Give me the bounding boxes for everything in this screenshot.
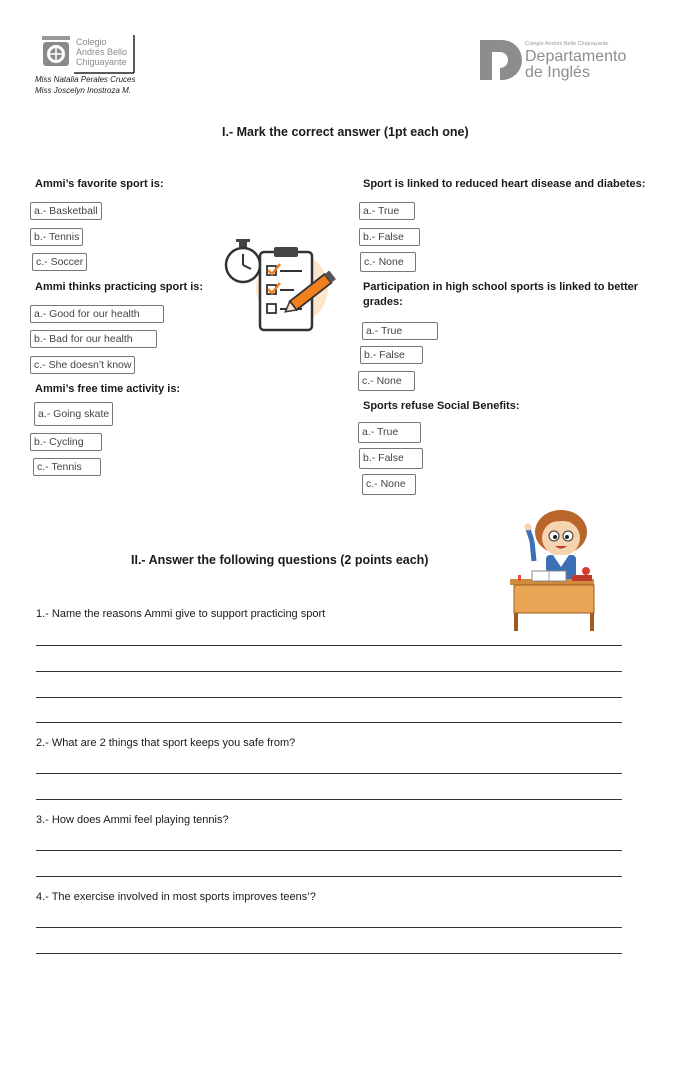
question-2: 2.- What are 2 things that sport keeps you safe from? xyxy=(36,737,296,749)
option-none-3[interactable]: c.- None xyxy=(362,474,416,495)
question-heart-disease: Sport is linked to reduced heart disease and diabetes: xyxy=(363,178,646,190)
question-high-school-grades: Participation in high school sports is linked to better grades: xyxy=(363,281,639,308)
answer-line[interactable] xyxy=(36,722,622,723)
question-social-benefits: Sports refuse Social Benefits: xyxy=(363,400,520,412)
section-1-title: I.- Mark the correct answer (1pt each one) xyxy=(222,125,469,139)
option-tennis-activity[interactable]: c.- Tennis xyxy=(33,458,101,476)
answer-line[interactable] xyxy=(36,671,622,672)
option-false-2[interactable]: b.- False xyxy=(360,346,423,364)
section-2-title: II.- Answer the following questions (2 points each) xyxy=(131,553,429,567)
option-tennis[interactable]: b.- Tennis xyxy=(30,228,83,246)
option-none-2[interactable]: c.- None xyxy=(358,371,415,391)
option-soccer[interactable]: c.- Soccer xyxy=(32,253,87,271)
answer-line[interactable] xyxy=(36,953,622,954)
student-desk-illustration xyxy=(510,505,602,635)
question-3: 3.- How does Ammi feel playing tennis? xyxy=(36,814,229,826)
question-4: 4.- The exercise involved in most sports improves teens’? xyxy=(36,891,316,903)
answer-line[interactable] xyxy=(36,850,622,851)
answer-line[interactable] xyxy=(36,645,622,646)
answer-line[interactable] xyxy=(36,799,622,800)
question-practicing-sport: Ammi thinks practicing sport is: xyxy=(35,281,204,293)
teacher-name: Miss Natalia Perales Cruces xyxy=(35,75,136,84)
school-name: Colegio Andrés Bello Chiguayante xyxy=(76,37,128,67)
option-good-health[interactable]: a.- Good for our health xyxy=(30,305,164,323)
answer-line[interactable] xyxy=(36,773,622,774)
option-going-skate[interactable]: a.- Going skate xyxy=(34,402,113,426)
department-subtitle: Colegio Andrés Bello Chiguayante xyxy=(525,41,609,47)
option-cycling[interactable]: b.- Cycling xyxy=(30,433,102,451)
option-basketball[interactable]: a.- Basketball xyxy=(30,202,102,220)
option-true-2[interactable]: a.- True xyxy=(362,322,438,340)
option-bad-health[interactable]: b.- Bad for our health xyxy=(30,330,157,348)
question-1: 1.- Name the reasons Ammi give to support practicing sport xyxy=(36,608,326,620)
option-false-3[interactable]: b.- False xyxy=(359,448,423,469)
question-favorite-sport: Ammi’s favorite sport is: xyxy=(35,178,164,190)
option-doesnt-know[interactable]: c.- She doesn’t know xyxy=(30,356,135,374)
option-false-1[interactable]: b.- False xyxy=(359,228,420,246)
answer-line[interactable] xyxy=(36,876,622,877)
answer-line[interactable] xyxy=(36,927,622,928)
department-title: Departamento de Inglés xyxy=(525,48,627,81)
answer-line[interactable] xyxy=(36,697,622,698)
question-free-time: Ammi’s free time activity is: xyxy=(35,383,181,395)
option-none-1[interactable]: c.- None xyxy=(360,252,416,272)
option-true-3[interactable]: a.- True xyxy=(358,422,421,443)
teacher-name: Miss Joscelyn Inostroza M. xyxy=(35,86,132,95)
clipboard-checklist-icon xyxy=(222,238,342,338)
option-true-1[interactable]: a.- True xyxy=(359,202,415,220)
